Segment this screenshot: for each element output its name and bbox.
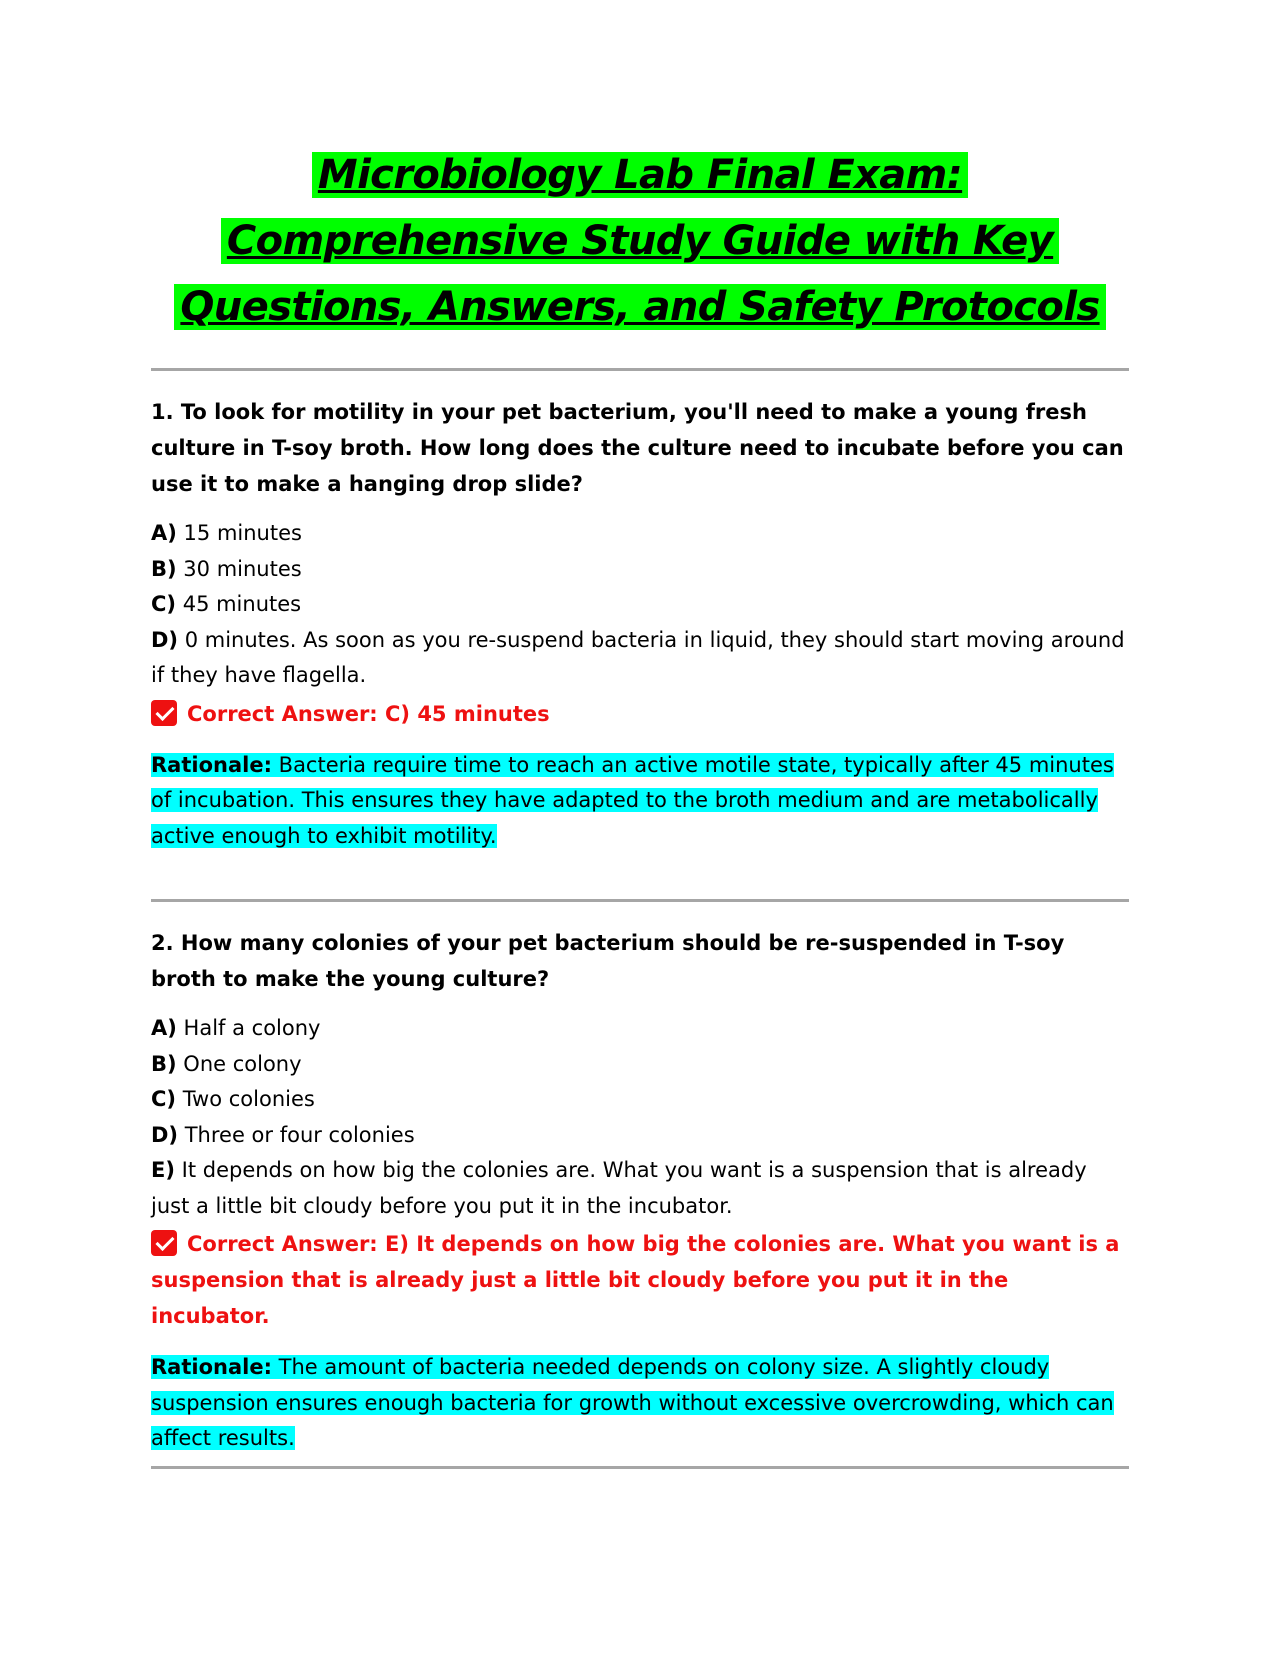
option-c: C) Two colonies — [151, 1087, 315, 1111]
rationale — [151, 748, 1129, 855]
correct-answer: Correct Answer: C) 45 minutes — [151, 696, 1129, 732]
question-text: 1. To look for motility in your pet bacterium, you'll need to make a young fresh culture in T-soy broth. How long does the culture need to incubate before you can use it to make a hanging drop slide? — [151, 400, 1124, 496]
option-d: D) Three or four colonies — [151, 1122, 415, 1147]
question-text: 2. How many colonies of your pet bacterium should be re-suspended in T-soy broth to make the young culture? — [151, 931, 1065, 991]
option-b: B) One colony — [151, 1051, 302, 1076]
options-list — [151, 1011, 1129, 1224]
question-block-1 — [151, 394, 1129, 854]
question-block-2 — [151, 925, 1129, 1457]
divider — [151, 368, 1129, 371]
document-title: Microbiology Lab Final Exam: Comprehensive Study Guide with Key Questions, Answers, and Safety Protocols — [174, 152, 1105, 330]
document-title-block — [151, 142, 1129, 340]
divider — [151, 899, 1129, 902]
checkmark-icon — [151, 700, 177, 726]
rationale-text: The amount of bacteria needed depends on colony size. A slightly cloudy suspension ensures enough bacteria for growth without excessive overcrowding, which can affect results. — [151, 1355, 1114, 1450]
rationale-label: Rationale: — [151, 1355, 272, 1379]
checkmark-icon — [151, 1230, 177, 1256]
option-d: D) 0 minutes. As soon as you re-suspend bacteria in liquid, they should start moving around if they have flagella. — [151, 627, 1125, 687]
divider — [151, 1466, 1129, 1469]
rationale-text: Bacteria require time to reach an active motile state, typically after 45 minutes of incubation. This ensures they have adapted to the broth medium and are metabolically active enough to exhibit motility. — [151, 752, 1114, 848]
option-b: B) 30 minutes — [151, 556, 302, 581]
options-list — [151, 516, 1129, 694]
rationale-label: Rationale: — [151, 752, 272, 777]
correct-answer: Correct Answer: E) It depends on how big the colonies are. What you want is a suspension that is already just a little bit cloudy before you put it in the incubator. — [151, 1232, 1120, 1328]
option-c: C) 45 minutes — [151, 592, 302, 616]
option-e: E) It depends on how big the colonies are. What you want is a suspension that is already just a little bit cloudy before you put it in the incubator. — [151, 1158, 1087, 1218]
option-a: A) Half a colony — [151, 1016, 321, 1040]
rationale — [151, 1350, 1129, 1457]
option-a: A) 15 minutes — [151, 521, 302, 545]
